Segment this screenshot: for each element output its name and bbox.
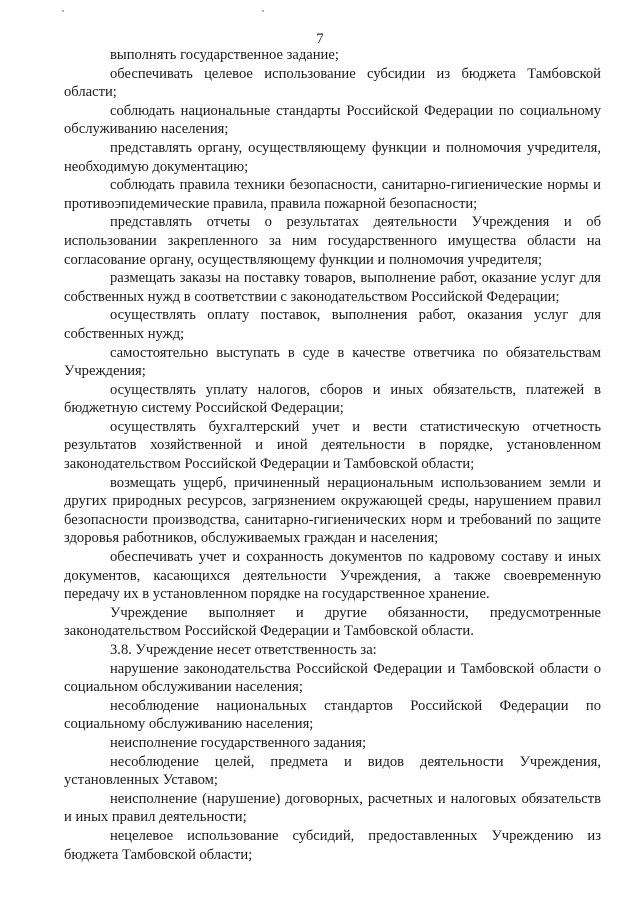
paragraph: нарушение законодательства Российской Федерации и Тамбовской области о социальном обслуживании населения;	[64, 660, 601, 696]
paragraph: обеспечивать учет и сохранность документов по кадровому составу и иных документов, касающихся деятельности Учреждения, а также своевременную передачу их в установленном порядке на государственное хранение.	[64, 549, 601, 603]
paragraph: самостоятельно выступать в суде в качестве ответчика по обязательствам Учреждения;	[64, 344, 601, 380]
paragraph: неисполнение государственного задания;	[110, 734, 367, 751]
paragraph: нецелевое использование субсидий, предоставленных Учреждению из бюджета Тамбовской области;	[64, 827, 601, 863]
page-number: 7	[316, 31, 324, 47]
paragraph: обеспечивать целевое использование субсидии из бюджета Тамбовской области;	[64, 65, 601, 101]
body-text	[64, 46, 601, 864]
paragraph: соблюдать правила техники безопасности, санитарно-гигиенические нормы и противоэпидемические правила, правила пожарной безопасности;	[64, 177, 601, 212]
paragraph: осуществлять оплату поставок, выполнения работ, оказания услуг для собственных нужд;	[64, 307, 601, 342]
paragraph: представлять органу, осуществляющему функции и полномочия учредителя, необходимую документацию;	[64, 139, 601, 175]
scan-speck	[262, 10, 264, 12]
paragraph: выполнять государственное задание;	[110, 47, 339, 63]
paragraph: соблюдать национальные стандарты Российской Федерации по социальному обслуживанию населения;	[64, 102, 601, 138]
scan-speck	[62, 10, 64, 12]
paragraph: возмещать ущерб, причиненный нерациональным использованием земли и других природных ресурсов, загрязнением окружающей среды, нарушением правил безопасности производства, санитарно-гигиенических норм и требований по защите здоровья работников, обслуживаемых граждан и населения;	[64, 474, 601, 547]
paragraph: несоблюдение национальных стандартов Российской Федерации по социальному обслуживанию населения;	[64, 697, 601, 733]
paragraph: Учреждение выполняет и другие обязанности, предусмотренные законодательством Российской Федерации и Тамбовской области.	[64, 604, 601, 640]
paragraph: несоблюдение целей, предмета и видов деятельности Учреждения, установленных Уставом;	[64, 753, 601, 789]
paragraph: неисполнение (нарушение) договорных, расчетных и налоговых обязательств и иных правил деятельности;	[64, 790, 601, 826]
paragraph: осуществлять уплату налогов, сборов и иных обязательств, платежей в бюджетную систему Российской Федерации;	[64, 381, 601, 417]
section-heading: 3.8. Учреждение несет ответственность за:	[110, 642, 377, 658]
paragraph: размещать заказы на поставку товаров, выполнение работ, оказание услуг для собственных нужд в соответствии с законодательством Российской Федерации;	[64, 270, 601, 305]
paragraph: представлять отчеты о результатах деятельности Учреждения и об использовании закрепленного за ним государственного имущества области на согласование органу, осуществляющему функции и полномочия учредителя;	[64, 214, 601, 268]
paragraph: осуществлять бухгалтерский учет и вести статистическую отчетность результатов хозяйственной и иной деятельности в порядке, установленном законодательством Российской Федерации и Тамбовской области;	[64, 418, 601, 473]
